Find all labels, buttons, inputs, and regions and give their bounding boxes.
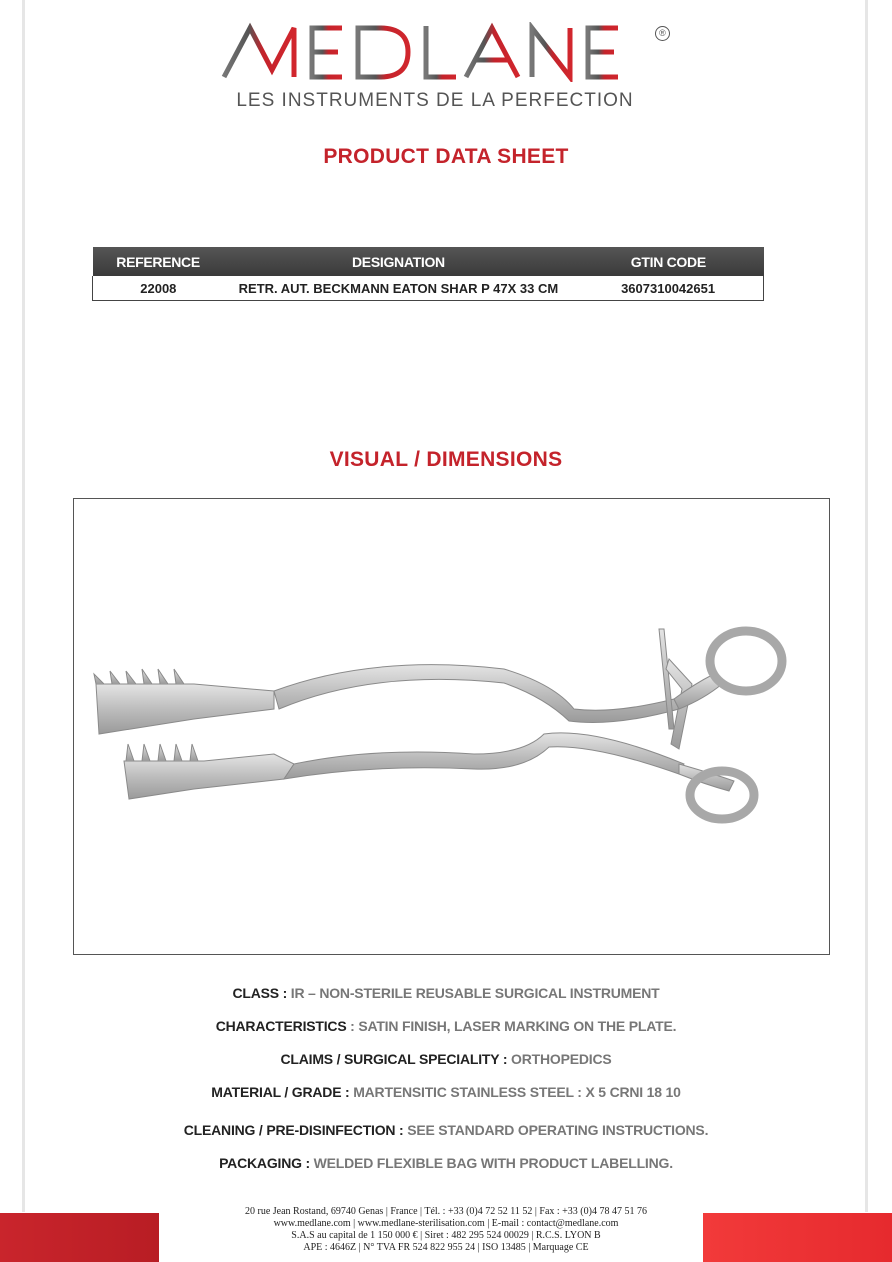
spec-claims bbox=[0, 1051, 892, 1067]
footer-address: 20 rue Jean Rostand, 69740 Genas | France | Tél. : +33 (0)4 72 52 11 52 | Fax : +33 (0)4 78 47 51 76 bbox=[245, 1206, 647, 1217]
spec-packaging-label: PACKAGING : bbox=[219, 1155, 310, 1171]
product-sheet-title: PRODUCT DATA SHEET bbox=[323, 145, 569, 168]
product-image-frame bbox=[73, 498, 830, 955]
company-footer bbox=[0, 1206, 892, 1254]
header-gtin: GTIN CODE bbox=[573, 247, 763, 276]
cell-designation: RETR. AUT. BECKMANN EATON SHAR P 47X 33 CM bbox=[224, 276, 573, 301]
spec-material-value: MARTENSITIC STAINLESS STEEL : X 5 CRNI 18 10 bbox=[349, 1084, 681, 1100]
table-header-row bbox=[93, 247, 764, 276]
brand-tagline: LES INSTRUMENTS DE LA PERFECTION bbox=[236, 90, 634, 111]
medlane-logo bbox=[220, 22, 680, 82]
spec-class-label: CLASS : bbox=[232, 985, 288, 1001]
cell-reference: 22008 bbox=[93, 276, 224, 301]
header-designation: DESIGNATION bbox=[224, 247, 573, 276]
spec-cleaning-value: SEE STANDARD OPERATING INSTRUCTIONS. bbox=[403, 1122, 709, 1138]
retractor-illustration bbox=[74, 499, 829, 954]
footer-registration: APE : 4646Z | N° TVA FR 524 822 955 24 | ISO 13485 | Marquage CE bbox=[303, 1242, 589, 1253]
cell-gtin: 3607310042651 bbox=[573, 276, 763, 301]
spec-material-label: MATERIAL / GRADE : bbox=[211, 1084, 350, 1100]
spec-cleaning-label: CLEANING / PRE-DISINFECTION : bbox=[183, 1122, 404, 1138]
table-row bbox=[93, 276, 764, 301]
spec-material bbox=[0, 1084, 892, 1100]
spec-claims-value: ORTHOPEDICS bbox=[507, 1051, 612, 1067]
visual-title: VISUAL / DIMENSIONS bbox=[329, 448, 563, 471]
spec-packaging bbox=[0, 1155, 892, 1171]
spec-characteristics-value: : SATIN FINISH, LASER MARKING ON THE PLATE. bbox=[346, 1018, 677, 1034]
header-reference: REFERENCE bbox=[93, 247, 224, 276]
spec-cleaning bbox=[0, 1122, 892, 1138]
reference-table bbox=[92, 247, 764, 301]
footer-web: www.medlane.com | www.medlane-sterilisation.com | E-mail : contact@medlane.com bbox=[273, 1218, 619, 1229]
spec-characteristics-label: CHARACTERISTICS bbox=[215, 1018, 347, 1034]
medlane-logo-mark bbox=[220, 22, 650, 82]
spec-claims-label: CLAIMS / SURGICAL SPECIALITY : bbox=[280, 1051, 508, 1067]
spec-characteristics bbox=[0, 1018, 892, 1034]
registered-mark: ® bbox=[655, 26, 670, 41]
footer-legal: S.A.S au capital de 1 150 000 € | Siret : 482 295 524 00029 | R.C.S. LYON B bbox=[291, 1230, 601, 1241]
spec-class bbox=[0, 985, 892, 1001]
spec-class-value: IR – NON-STERILE REUSABLE SURGICAL INSTRUMENT bbox=[287, 985, 660, 1001]
spec-packaging-value: WELDED FLEXIBLE BAG WITH PRODUCT LABELLING. bbox=[309, 1155, 673, 1171]
